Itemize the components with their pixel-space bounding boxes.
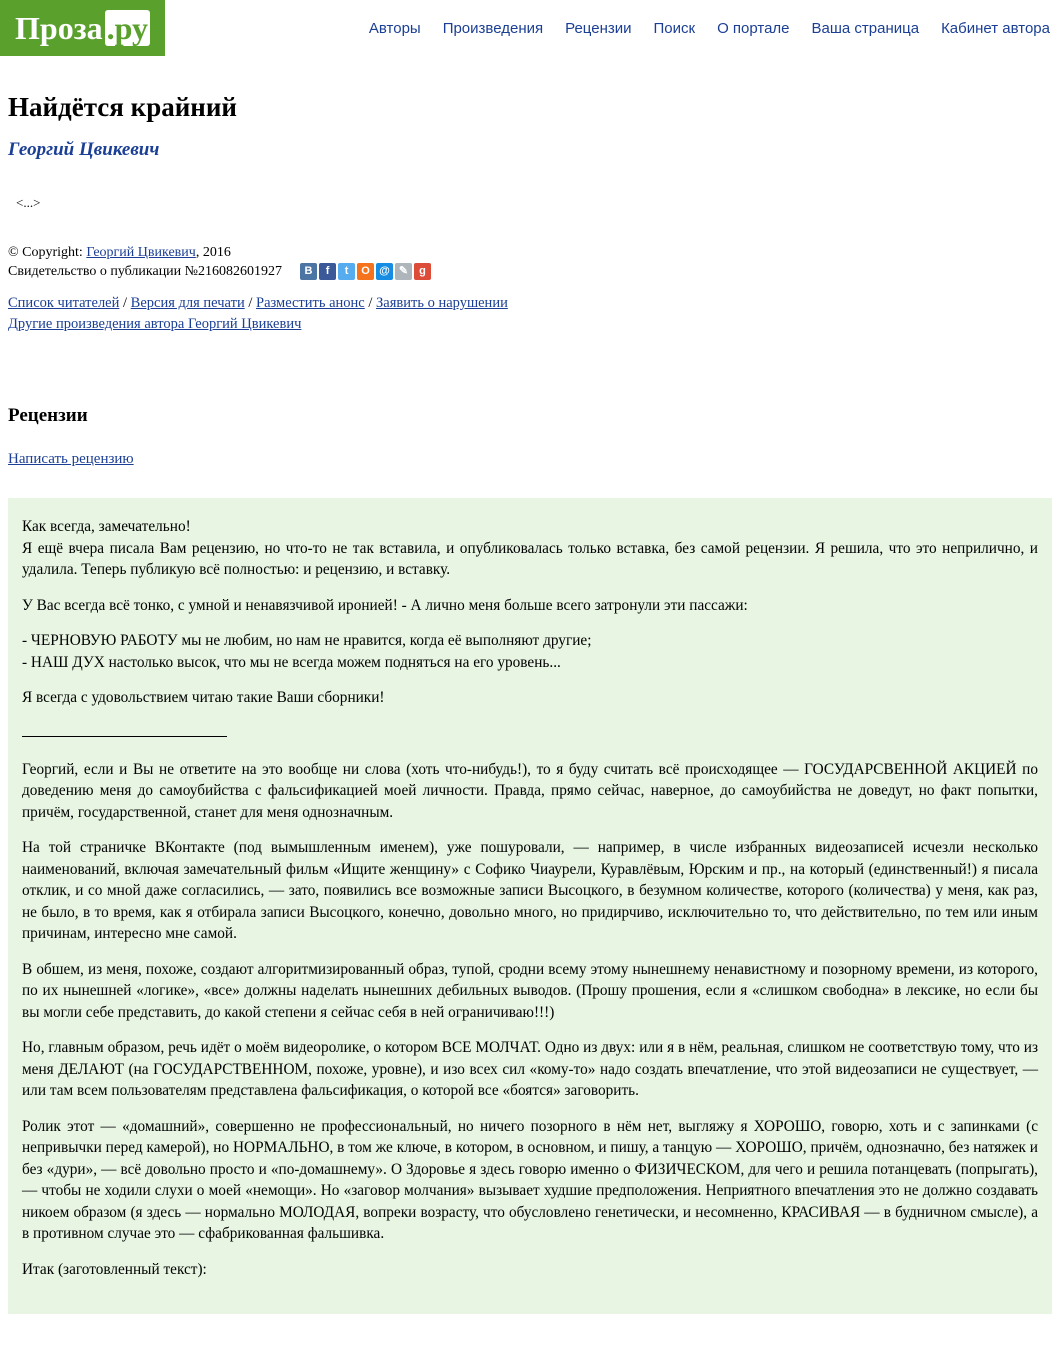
copyright-suffix: , 2016: [195, 245, 231, 260]
review-paragraph: На той страничке ВКонтакте (под вымышленным именем), уже пошуровали, — например, в числе избранных видеозаписей исчезли несколько наименований, включая замечательный фильм «Ищите женщину» с Софико Чиаурели, Куравлёвым, Юрским и пр., на который (единственный!) я писала отклик, и со мной даже согласились, — зато, появились все возможные записи Высоцкого, в безумном количестве, которого (количества) у меня, как раз, не было, в то время, как я отбирала записи Высоцкого, конечно, довольно много, но придирчиво, исключительно то, что действительно, по тем или иным причинам, интересно мне самой.: [22, 839, 1038, 942]
other-works-row: [8, 314, 1052, 335]
place-announcement-link[interactable]: Разместить анонс: [256, 295, 365, 311]
write-review-link[interactable]: Написать рецензию: [8, 451, 134, 467]
copyright-line: [8, 243, 1052, 281]
livejournal-icon[interactable]: ✎: [395, 263, 412, 280]
nav-item-reviews[interactable]: Рецензии: [565, 19, 632, 37]
review-paragraph: В обшем, из меня, похоже, создают алгоритмизированный образ, тупой, сродни всему этому нынешнему ненавистному и позорному времени, из которого, по их нынешней «логике», «все» должны наделать нынешних дебильных выводов. (Прошу прошения, если я «слишком свободна» в лексике, но если бы вы могли себе представить, до какой степени я сейчас себя в ней ограничиваю!!!): [22, 960, 1038, 1021]
review-paragraph: - НАШ ДУХ настолько высок, что мы не всегда можем подняться на его уровень...: [22, 653, 561, 671]
site-header: [0, 0, 1060, 56]
review-paragraph: Я всегда с удовольствием читаю такие Ваши сборники!: [22, 689, 385, 706]
logo-ru-badge: [105, 10, 150, 46]
report-violation-link[interactable]: Заявить о нарушении: [376, 295, 508, 311]
nav-item-author-cabinet[interactable]: Кабинет автора: [941, 19, 1050, 37]
logo-main-text: Проза: [15, 9, 103, 46]
link-separator-3: /: [364, 295, 377, 311]
review-paragraph: У Вас всегда всё тонко, с умной и ненавязчивой иронией! - А лично меня больше всего затронули эти пассажи:: [22, 596, 748, 614]
nav-item-about[interactable]: О портале: [717, 19, 790, 37]
review-paragraph: Я ещё вчера писала Вам рецензию, но что-то не так вставила, и опубликовалась только вставка, без самой рецензии. Я решила, что это неприлично, и удалила. Теперь публикую всё полностью: и рецензию, и вставку.: [22, 539, 1038, 578]
review-item: [8, 498, 1052, 1314]
site-logo[interactable]: [0, 0, 165, 56]
copyright-prefix: © Copyright:: [8, 245, 87, 260]
review-paragraph: Георгий, если и Вы не ответите на это вообще ни слова (хоть что-нибудь!), то я буду считать всё происходящее — ГОСУДАРСВЕННОЙ АКЦИЕЙ по доведению меня до самоубийства с фальсификацией моей личности. Правда, прямо сейчас, наверное, до самоубийства не доведут, но факт попытки, причём, государственной, станет для меня однозначным.: [22, 760, 1038, 821]
page-title: Найдётся крайний: [8, 92, 237, 122]
review-paragraph: Как всегда, замечательно!: [22, 518, 191, 535]
main-nav: [165, 0, 1060, 56]
review-paragraph: Ролик этот — «домашний», совершенно не профессиональный, но ничего позорного в нём нет, выгляжу я ХОРОШО, говорю, хоть и с запинками (с непривычки перед камерой), но НОРМАЛЬНО, в том же ключе, в котором, в основном, и пишу, а танцую — ХОРОШО, причём, однозначно, без натяжек и без «дури», — всё довольно просто и «по-домашнему». О Здоровье я здесь говорю именно о ФИЗИЧЕСКОМ, для чего и решила потанцевать (попрыгать), — чтобы не ходили слухи о моей «немощи». Но «заговор молчания» вызывает худшие предположения. Неприятного впечатления это не должно создавать никоем образом (я здесь — нормально МОЛОДАЯ, вопреки возрасту, что обусловлено генетически, и несомненно, КРАСИВАЯ — в будничном смысле), а в противном случае это — сфабрикованная фальшивка.: [22, 1117, 1038, 1242]
certificate-text: Свидетельство о публикации №216082601927: [8, 264, 283, 279]
work-author[interactable]: Георгий Цвикевич: [8, 139, 160, 160]
odnoklassniki-icon[interactable]: О: [357, 263, 374, 280]
write-review-row: [8, 451, 1052, 468]
copyright-author-link[interactable]: Георгий Цвикевич: [86, 245, 196, 260]
review-paragraph: Но, главным образом, речь идёт о моём видеоролике, о котором ВСЕ МОЛЧАТ. Одно из двух: или я в нём, реальная, слишком не соответствую тому, что из меня ДЕЛАЮТ (на ГОСУДАРСТВЕННОМ, похоже, уровне), и изо всех сил «кому-то» надо создать впечатление, что этой видеозаписи не существует, — или там всем пользователям представлена фальсификация, о которой все «боятся» заговорить.: [22, 1039, 1038, 1099]
link-separator-1: /: [119, 295, 131, 311]
review-paragraph: - ЧЕРНОВУЮ РАБОТУ мы не любим, но нам не нравится, когда её выполняют другие;: [22, 632, 592, 649]
google-plus-icon[interactable]: g: [414, 263, 431, 280]
nav-item-your-page[interactable]: Ваша страница: [811, 19, 920, 37]
print-version-link[interactable]: Версия для печати: [130, 295, 245, 311]
nav-item-search[interactable]: Поиск: [653, 19, 696, 37]
certificate-row: [8, 262, 1052, 281]
other-works-link[interactable]: Другие произведения автора Георгий Цвикевич: [8, 316, 302, 332]
divider: [22, 735, 227, 737]
review-paragraph: Итак (заготовленный текст):: [22, 1260, 207, 1278]
action-links-row: [8, 293, 1052, 335]
mailru-icon[interactable]: @: [376, 263, 393, 280]
twitter-icon[interactable]: t: [338, 263, 355, 280]
vk-icon[interactable]: В: [300, 263, 317, 280]
readers-list-link[interactable]: Список читателей: [8, 295, 120, 311]
reviews-heading: Рецензии: [8, 405, 88, 426]
facebook-icon[interactable]: f: [319, 263, 336, 280]
share-icons: [300, 263, 431, 280]
link-separator-2: /: [244, 295, 256, 311]
page-content: [0, 92, 1060, 1314]
logo-ru-text: ру: [114, 9, 148, 46]
logo-dot: .: [106, 9, 115, 46]
nav-item-authors[interactable]: Авторы: [368, 19, 421, 37]
logo-text: [15, 10, 150, 47]
nav-item-works[interactable]: Произведения: [442, 19, 544, 37]
work-body-stub: <...>: [16, 195, 41, 210]
